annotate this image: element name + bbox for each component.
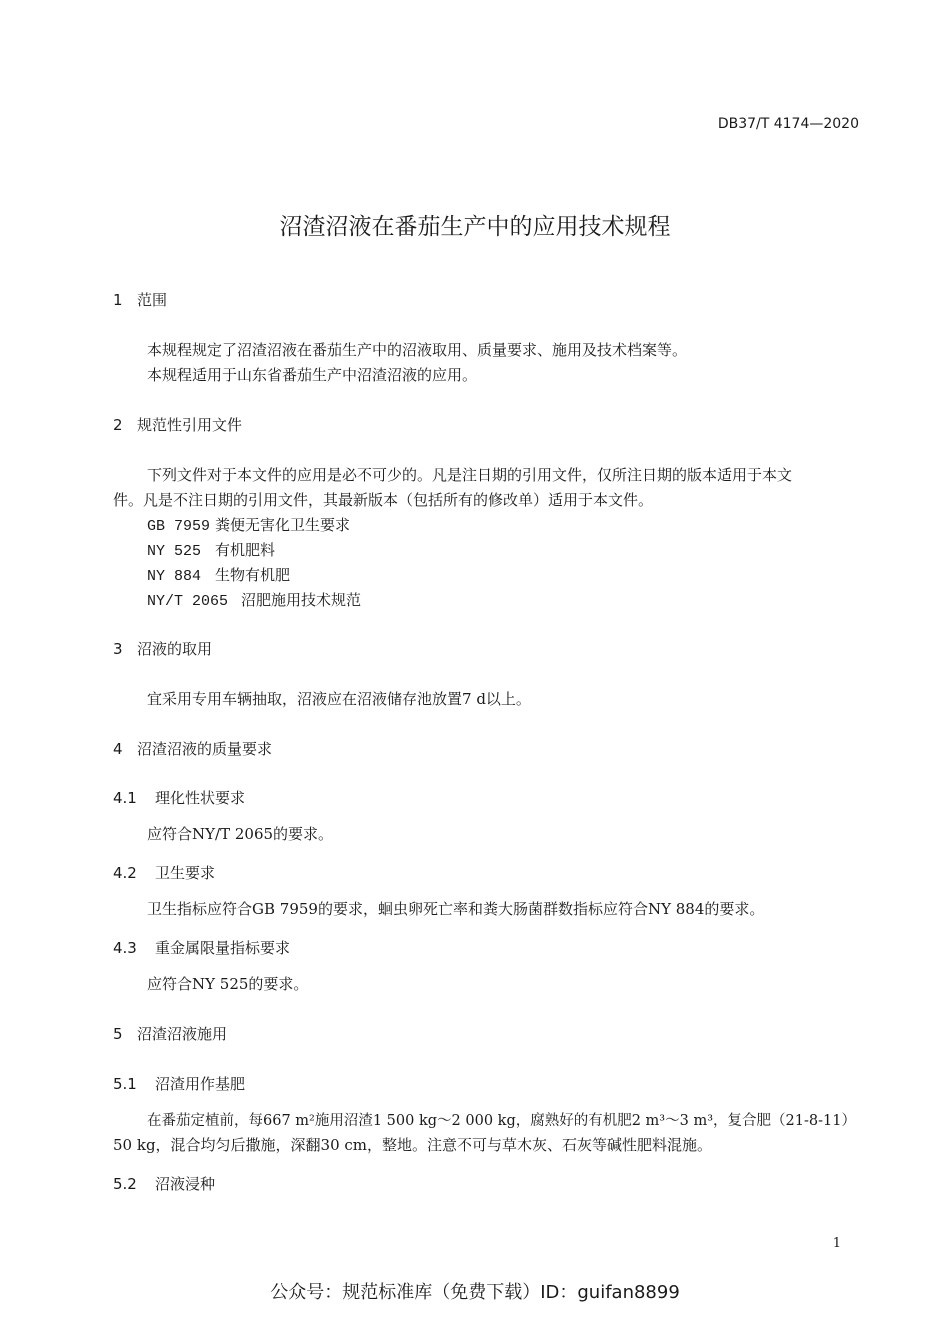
page-title: 沼渣沼液在番茄生产中的应用技术规程: [279, 214, 671, 240]
reference-item: [147, 564, 290, 585]
document-id: DB37/T 4174—2020: [717, 116, 859, 132]
paragraph: 下列文件对于本文件的应用是必不可少的。凡是注日期的引用文件，仅所注日期的版本适用于本文: [147, 466, 793, 484]
section-title: 范围: [137, 291, 168, 309]
subsection-number: 4.2: [113, 864, 137, 882]
section-number: 4: [113, 740, 123, 758]
section-4-heading: [113, 738, 272, 759]
reference-item: [147, 514, 350, 535]
section-number: 1: [113, 291, 123, 309]
reference-code: NY 525: [147, 543, 202, 560]
subsection-5-2-heading: [113, 1173, 215, 1194]
paragraph: 应符合NY/T 2065的要求。: [147, 825, 334, 843]
reference-name: 粪便无害化卫生要求: [215, 516, 351, 534]
section-5-heading: [113, 1023, 227, 1044]
paragraph: 应符合NY 525的要求。: [147, 975, 309, 993]
subsection-number: 5.2: [113, 1175, 137, 1193]
subsection-title: 重金属限量指标要求: [155, 939, 291, 957]
subsection-title: 卫生要求: [155, 864, 216, 882]
reference-name: 有机肥料: [215, 541, 276, 559]
section-title: 沼液的取用: [137, 640, 213, 658]
paragraph: 件。凡是不注日期的引用文件，其最新版本（包括所有的修改单）适用于本文件。: [113, 491, 654, 509]
subsection-number: 5.1: [113, 1075, 137, 1093]
subsection-number: 4.1: [113, 789, 137, 807]
reference-code: NY 884: [147, 568, 202, 585]
reference-code: NY/T 2065: [147, 593, 229, 610]
paragraph: 本规程规定了沼渣沼液在番茄生产中的沼液取用、质量要求、施用及技术档案等。: [147, 341, 688, 359]
paragraph: 本规程适用于山东省番茄生产中沼渣沼液的应用。: [147, 366, 478, 384]
reference-item: [147, 589, 361, 610]
section-number: 2: [113, 416, 123, 434]
paragraph: 50 kg，混合均匀后撒施，深翻30 cm，整地。注意不可与草木灰、石灰等碱性肥料混施。: [113, 1136, 713, 1154]
page-number: 1: [832, 1236, 841, 1251]
reference-name: 生物有机肥: [215, 566, 291, 584]
subsection-4-2-heading: [113, 862, 215, 883]
section-1-heading: [113, 289, 167, 310]
section-number: 5: [113, 1025, 123, 1043]
subsection-4-1-heading: [113, 787, 245, 808]
subsection-title: 沼液浸种: [155, 1175, 216, 1193]
reference-item: [147, 539, 275, 560]
footer-watermark-text: 公众号：规范标准库（免费下载）ID：guifan8899: [270, 1282, 680, 1303]
subsection-5-1-heading: [113, 1073, 245, 1094]
reference-name: 沼肥施用技术规范: [241, 591, 362, 609]
paragraph: 卫生指标应符合GB 7959的要求，蛔虫卵死亡率和粪大肠菌群数指标应符合NY 884的要求。: [147, 900, 765, 918]
subsection-number: 4.3: [113, 939, 137, 957]
reference-code: GB 7959: [147, 518, 211, 535]
paragraph: 在番茄定植前，每667 m²施用沼渣1 500 kg～2 000 kg，腐熟好的有机肥2 m³～3 m³，复合肥（21-8-11）: [147, 1113, 856, 1129]
subsection-title: 理化性状要求: [155, 789, 246, 807]
section-title: 规范性引用文件: [137, 416, 243, 434]
section-2-heading: [113, 414, 242, 435]
section-title: 沼渣沼液的质量要求: [137, 740, 273, 758]
subsection-4-3-heading: [113, 937, 290, 958]
section-3-heading: [113, 638, 212, 659]
paragraph: 宜采用专用车辆抽取，沼液应在沼液储存池放置7 d以上。: [147, 690, 531, 708]
section-title: 沼渣沼液施用: [137, 1025, 228, 1043]
subsection-title: 沼渣用作基肥: [155, 1075, 246, 1093]
section-number: 3: [113, 640, 123, 658]
